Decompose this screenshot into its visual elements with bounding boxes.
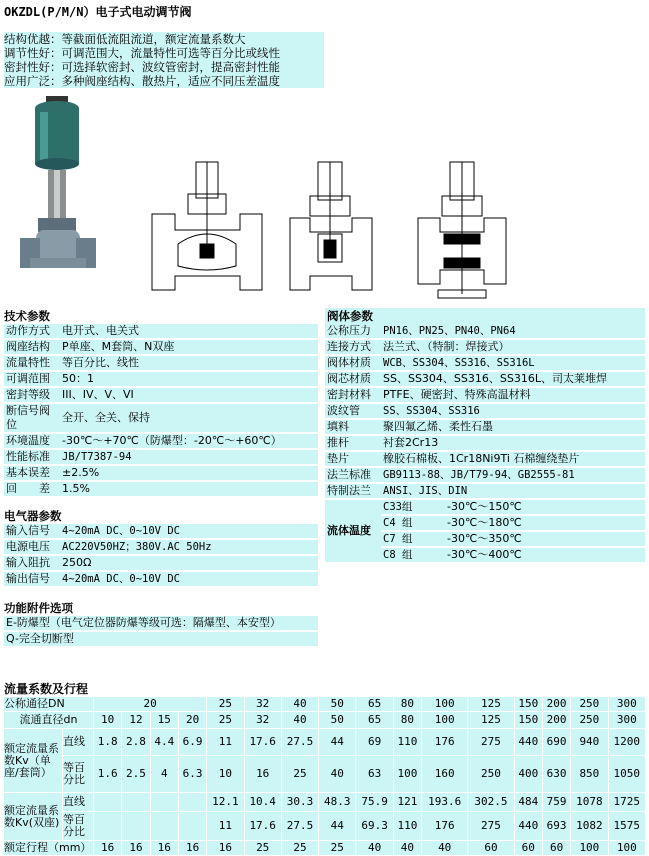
table-cell: 1.6 (94, 756, 122, 793)
table-row (325, 451, 645, 467)
table-cell: 20 (94, 697, 207, 712)
table-cell: 25 (207, 712, 244, 729)
flow-header: 流量系数及行程 (4, 682, 89, 696)
table-cell: 1.8 (94, 729, 122, 756)
param-value: SS、SS304、SS316、SS316L、司太莱堆焊 (381, 371, 645, 387)
table-cell: 25 (281, 841, 318, 856)
intro-line: 应用广泛：多种阀座结构、散热片，适应不同压差温度 (4, 74, 280, 88)
body-table (325, 324, 645, 500)
body-params (325, 308, 645, 564)
table-cell: 2.5 (122, 756, 150, 793)
param-value: 50：1 (60, 371, 318, 387)
table-cell: 940 (571, 729, 608, 756)
table-cell: 65 (356, 712, 393, 729)
table-row (4, 481, 318, 497)
param-name: 填料 (325, 419, 381, 435)
tech-params (4, 308, 318, 648)
param-value: JB/T7387-94 (60, 449, 318, 465)
param-name: 连接方式 (325, 339, 381, 355)
param-name: 阀座结构 (4, 339, 60, 355)
table-cell: 150 (514, 712, 542, 729)
table-row (4, 631, 318, 647)
param-value: 1.5% (60, 481, 318, 497)
table-cell: 1200 (608, 729, 645, 756)
table-row (4, 355, 318, 371)
elec-header: 电气器参数 (4, 508, 318, 524)
table-cell: 25 (244, 841, 281, 856)
table-cell: 100 (422, 697, 468, 712)
table-cell: 1082 (571, 812, 608, 841)
param-value: 4~20mA DC、0~10V DC (60, 571, 318, 587)
param-value: 全开、全关、保持 (60, 403, 318, 433)
param-value: ±2.5% (60, 465, 318, 481)
table-cell: 32 (244, 697, 281, 712)
param-value: 250Ω (60, 555, 318, 571)
table-cell: 110 (393, 812, 421, 841)
table-cell: 80 (393, 712, 421, 729)
table-cell: 65 (356, 697, 393, 712)
table-row (325, 467, 645, 483)
table-cell: 100 (393, 756, 421, 793)
table-cell (94, 812, 122, 841)
table-cell: 275 (468, 812, 514, 841)
table-row (4, 465, 318, 481)
intro-line: 调节性好：可调范围大，流量特性可选等百分比或线性 (4, 46, 280, 60)
param-value: 4~20mA DC、0~10V DC (60, 524, 318, 539)
table-cell: 1575 (608, 812, 645, 841)
table-row (4, 841, 646, 856)
option-item: Q-完全切断型 (4, 631, 318, 647)
table-cell: 10 (94, 712, 122, 729)
table-row (325, 339, 645, 355)
table-cell: 63 (356, 756, 393, 793)
table-cell: 440 (514, 812, 542, 841)
table-cell: 30.3 (281, 793, 318, 812)
row-label: 额定流量系数Kv(双座) (4, 793, 63, 841)
valve-section-double-seat (418, 162, 506, 298)
param-value: PN16、PN25、PN40、PN64 (381, 324, 645, 339)
table-cell: 759 (542, 793, 570, 812)
table-cell: 850 (571, 756, 608, 793)
table-cell: 10 (207, 756, 244, 793)
temp-range: -30℃～150℃ (445, 500, 645, 515)
table-cell: 300 (608, 697, 645, 712)
table-cell: 48.3 (319, 793, 356, 812)
table-cell: 40 (281, 712, 318, 729)
param-name: 密封材料 (325, 387, 381, 403)
param-name: 电源电压 (4, 539, 60, 555)
param-value: WCB、SS304、SS316、SS316L (381, 355, 645, 371)
param-name: 回 差 (4, 481, 60, 497)
page-title: OKZDL(P/M/N）电子式电动调节阀 (4, 5, 192, 19)
table-cell: 100 (422, 712, 468, 729)
param-value: SS、SS304、SS316 (381, 403, 645, 419)
table-cell: 16 (150, 841, 178, 856)
table-row (4, 403, 318, 433)
table-row (325, 387, 645, 403)
table-cell: 16 (244, 756, 281, 793)
param-name: 动作方式 (4, 324, 60, 339)
table-cell: 1725 (608, 793, 645, 812)
table-cell (122, 793, 150, 812)
table-cell: 4.4 (150, 729, 178, 756)
param-name: 推杆 (325, 435, 381, 451)
table-cell: 275 (468, 729, 514, 756)
param-value: 法兰式、（特制：焊接式） (381, 339, 645, 355)
table-row (325, 371, 645, 387)
table-cell: 250 (468, 756, 514, 793)
param-value: ANSI、JIS、DIN (381, 483, 645, 499)
table-row (4, 339, 318, 355)
flow-table (3, 696, 646, 856)
row-label: 流通直径dn (4, 712, 94, 729)
table-cell: 176 (422, 812, 468, 841)
param-name: 输入信号 (4, 524, 60, 539)
table-cell: 60 (542, 841, 570, 856)
param-name: 法兰标准 (325, 467, 381, 483)
table-cell: 25 (281, 756, 318, 793)
param-value: PTFE、硬密封、特殊高温材料 (381, 387, 645, 403)
table-cell: 25 (207, 697, 244, 712)
table-row (4, 729, 646, 756)
temp-group: C7 组 (381, 531, 445, 547)
table-row (325, 355, 645, 371)
param-name: 垫片 (325, 451, 381, 467)
table-cell: 40 (319, 756, 356, 793)
param-value: -30℃～+70℃（防爆型：-20℃～+60℃） (60, 433, 318, 449)
table-row (4, 555, 318, 571)
table-row (4, 756, 646, 793)
table-cell: 110 (393, 729, 421, 756)
table-cell: 20 (178, 712, 206, 729)
table-cell: 4 (150, 756, 178, 793)
table-cell: 440 (514, 729, 542, 756)
table-cell: 121 (393, 793, 421, 812)
table-cell: 40 (422, 841, 468, 856)
table-row (4, 539, 318, 555)
param-name: 波纹管 (325, 403, 381, 419)
table-cell: 69.3 (356, 812, 393, 841)
table-cell: 44 (319, 812, 356, 841)
table-cell: 193.6 (422, 793, 468, 812)
table-cell: 17.6 (244, 729, 281, 756)
table-cell: 12 (122, 712, 150, 729)
option-item: E-防爆型（电气定位器防爆等级可选：隔爆型、本安型） (4, 616, 318, 631)
row-sublabel: 等百分比 (63, 812, 94, 841)
temp-label: 流体温度 (325, 500, 381, 563)
param-value: 等百分比、线性 (60, 355, 318, 371)
table-row (4, 793, 646, 812)
table-cell: 11 (207, 812, 244, 841)
table-cell: 300 (608, 712, 645, 729)
table-cell: 80 (393, 697, 421, 712)
table-cell: 44 (319, 729, 356, 756)
param-value: 衬套2Cr13 (381, 435, 645, 451)
param-name: 性能标准 (4, 449, 60, 465)
param-name: 可调范围 (4, 371, 60, 387)
row-label: 额定流量系数Kv（单座/套筒） (4, 729, 63, 793)
row-label: 额定行程（mm） (4, 841, 94, 856)
param-name: 输出信号 (4, 571, 60, 587)
table-row (4, 616, 318, 631)
table-cell: 60 (514, 841, 542, 856)
table-cell: 100 (571, 841, 608, 856)
table-row (4, 697, 646, 712)
temp-range: -30℃～350℃ (445, 531, 645, 547)
intro-box (4, 32, 324, 88)
table-cell: 250 (571, 697, 608, 712)
intro-line: 结构优越：等截面低流阻流道，额定流量系数大 (4, 32, 246, 46)
table-cell: 6.3 (178, 756, 206, 793)
table-cell: 16 (94, 841, 122, 856)
table-cell: 1050 (608, 756, 645, 793)
table-cell (94, 793, 122, 812)
table-cell: 11 (207, 729, 244, 756)
table-cell: 690 (542, 729, 570, 756)
table-cell: 125 (468, 697, 514, 712)
temp-group: C33组 (381, 500, 445, 515)
temp-group: C8 组 (381, 547, 445, 563)
table-cell: 16 (207, 841, 244, 856)
table-cell: 484 (514, 793, 542, 812)
param-value: AC220V50HZ；380V.AC 50Hz (60, 539, 318, 555)
table-cell: 6.9 (178, 729, 206, 756)
param-value: III、IV、V、VI (60, 387, 318, 403)
intro-line: 密封性好：可选择软密封、波纹管密封，提高密封性能 (4, 60, 280, 74)
table-cell: 50 (319, 712, 356, 729)
table-cell: 200 (542, 697, 570, 712)
valve-illustrations (0, 94, 649, 302)
param-name: 环境温度 (4, 433, 60, 449)
table-cell (122, 812, 150, 841)
temp-group: C4 组 (381, 515, 445, 531)
table-row (4, 524, 318, 539)
table-cell: 69 (356, 729, 393, 756)
temp-table (325, 500, 645, 564)
param-value: P单座、M套筒、N双座 (60, 339, 318, 355)
valve-section-single-seat (152, 162, 262, 290)
param-value: 聚四氟乙烯、柔性石墨 (381, 419, 645, 435)
param-name: 断信号阀位 (4, 403, 60, 433)
table-cell: 12.1 (207, 793, 244, 812)
table-row (325, 403, 645, 419)
table-cell: 10.4 (244, 793, 281, 812)
table-cell: 176 (422, 729, 468, 756)
table-row (4, 571, 318, 587)
table-cell: 60 (468, 841, 514, 856)
valve-section-sleeve (290, 162, 372, 290)
table-cell: 17.6 (244, 812, 281, 841)
table-cell: 125 (468, 712, 514, 729)
param-name: 密封等级 (4, 387, 60, 403)
table-cell: 40 (393, 841, 421, 856)
table-cell: 1078 (571, 793, 608, 812)
table-cell: 100 (608, 841, 645, 856)
table-row (325, 324, 645, 339)
table-cell: 16 (178, 841, 206, 856)
param-name: 公称压力 (325, 324, 381, 339)
table-cell: 693 (542, 812, 570, 841)
table-cell: 400 (514, 756, 542, 793)
table-cell: 50 (319, 697, 356, 712)
table-row (4, 812, 646, 841)
table-cell: 27.5 (281, 729, 318, 756)
table-row (325, 483, 645, 499)
table-row (4, 433, 318, 449)
param-name: 特制法兰 (325, 483, 381, 499)
table-cell: 40 (281, 697, 318, 712)
tech-table (4, 324, 318, 498)
table-cell: 630 (542, 756, 570, 793)
param-value: 电开式、电关式 (60, 324, 318, 339)
table-row (325, 419, 645, 435)
table-cell: 15 (150, 712, 178, 729)
param-name: 阀芯材质 (325, 371, 381, 387)
table-row (4, 371, 318, 387)
table-cell: 302.5 (468, 793, 514, 812)
table-row (4, 449, 318, 465)
table-row (325, 435, 645, 451)
row-sublabel: 直线 (63, 729, 94, 756)
table-cell: 200 (542, 712, 570, 729)
param-name: 流量特性 (4, 355, 60, 371)
temp-range: -30℃～180℃ (445, 515, 645, 531)
row-sublabel: 直线 (63, 793, 94, 812)
table-row (325, 500, 645, 515)
param-name: 阀体材质 (325, 355, 381, 371)
table-cell: 32 (244, 712, 281, 729)
param-value: 橡胶石棉板、1Cr18Ni9Ti 石棉缠绕垫片 (381, 451, 645, 467)
table-cell: 2.8 (122, 729, 150, 756)
temp-range: -30℃～400℃ (445, 547, 645, 563)
valve-photo (20, 96, 96, 268)
table-cell: 25 (319, 841, 356, 856)
table-cell: 150 (514, 697, 542, 712)
table-cell: 250 (571, 712, 608, 729)
table-cell (178, 793, 206, 812)
table-row (4, 324, 318, 339)
table-cell (150, 812, 178, 841)
table-cell: 27.5 (281, 812, 318, 841)
table-cell (178, 812, 206, 841)
table-cell: 160 (422, 756, 468, 793)
param-name: 输入阻抗 (4, 555, 60, 571)
table-row (4, 387, 318, 403)
elec-table (4, 524, 318, 588)
options-table (4, 616, 318, 648)
table-row (4, 712, 646, 729)
table-cell: 16 (122, 841, 150, 856)
body-header: 阀体参数 (325, 308, 645, 324)
table-cell: 75.9 (356, 793, 393, 812)
row-sublabel: 等百分比 (63, 756, 94, 793)
table-cell: 40 (356, 841, 393, 856)
tech-header: 技术参数 (4, 308, 318, 324)
table-cell (150, 793, 178, 812)
param-value: GB9113-88、JB/T79-94、GB2555-81 (381, 467, 645, 483)
row-label: 公称通径DN (4, 697, 94, 712)
param-name: 基本误差 (4, 465, 60, 481)
options-header: 功能附件选项 (4, 600, 318, 616)
